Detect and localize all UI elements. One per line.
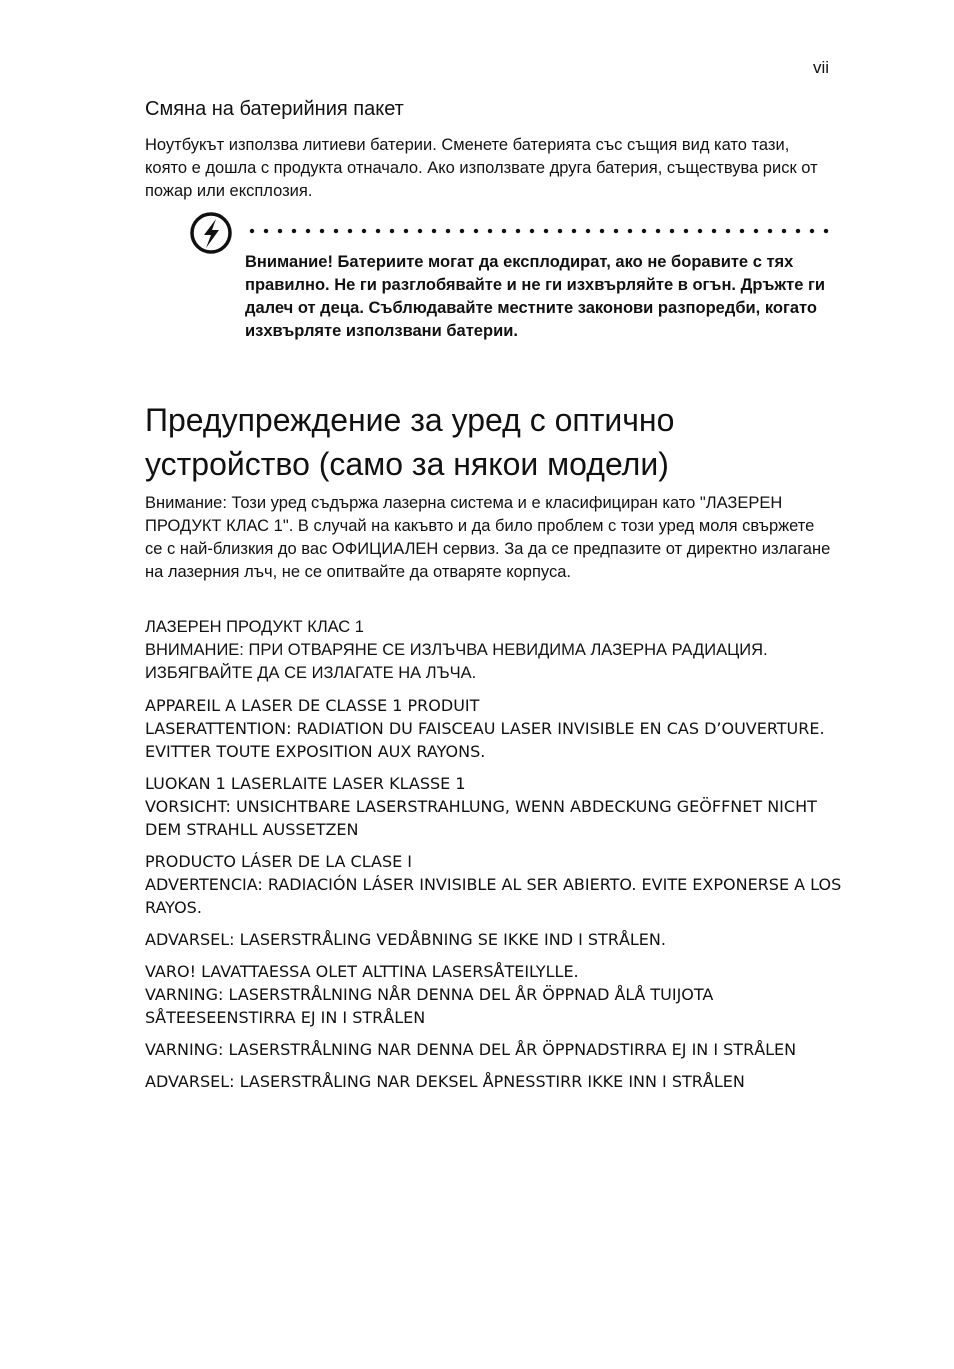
label-line: ADVARSEL: LASERSTRÅLING VEDÅBNING SE IKKE IND I STRÅLEN.	[145, 930, 666, 949]
laser-label-bg	[145, 616, 845, 685]
laser-label-no	[145, 1070, 845, 1093]
laser-label-fr	[145, 694, 845, 763]
laser-label-es	[145, 850, 845, 919]
label-line: VORSICHT: UNSICHTBARE LASERSTRAHLUNG, WENN ABDECKUNG GEÖFFNET NICHT DEM STRAHLL AUSSETZEN	[145, 797, 817, 839]
battery-warning-text: Внимание! Батериите могат да експлодират, ако не боравите с тях правилно. Не ги разглобявайте и не ги изхвърляйте в огън. Дръжте ги далеч от деца. Съблюдавайте местните законови разпоредби, когато изхвърляте използвани батерии.	[245, 253, 825, 340]
laser-label-da	[145, 928, 845, 951]
laser-label-de	[145, 772, 845, 841]
label-line: VARNING: LASERSTRÅLNING NAR DENNA DEL ÅR ÖPPNADSTIRRA EJ IN I STRÅLEN	[145, 1040, 797, 1059]
label-line: ЛАЗЕРЕН ПРОДУКТ КЛАС 1	[145, 618, 364, 636]
page-number: vii	[812, 58, 829, 77]
label-line: PRODUCTO LÁSER DE LA CLASE I	[145, 852, 413, 871]
laser-labels	[145, 616, 845, 1102]
label-line: VARNING: LASERSTRÅLNING NÅR DENNA DEL ÅR ÖPPNAD ÅLÅ TUIJOTA SÅTEESEENSTIRRA EJ IN I STRÅLEN	[145, 985, 714, 1027]
laser-label-fi-sv	[145, 960, 845, 1029]
label-line: ADVERTENCIA: RADIACIÓN LÁSER INVISIBLE AL SER ABIERTO. EVITE EXPONERSE A LOS RAYOS.	[145, 875, 842, 917]
optical-heading: Предупреждение за уред с оптично устройство (само за някои модели)	[145, 402, 675, 482]
label-line: ADVARSEL: LASERSTRÅLING NAR DEKSEL ÅPNESSTIRR IKKE INN I STRÅLEN	[145, 1072, 745, 1091]
laser-label-sv	[145, 1038, 845, 1061]
warning-lightning-icon	[188, 210, 234, 256]
label-line: APPAREIL A LASER DE CLASSE 1 PRODUIT	[145, 696, 480, 715]
label-line: LASERATTENTION: RADIATION DU FAISCEAU LASER INVISIBLE EN CAS D’OUVERTURE. EVITTER TOUTE EXPOSITION AUX RAYONS.	[145, 719, 825, 761]
battery-paragraph: Ноутбукът използва литиеви батерии. Сменете батерията със същия вид като тази, която е дошла с продукта отначало. Ако използвате друга батерия, съществува риск от пожар или експлозия.	[145, 136, 818, 200]
label-line: LUOKAN 1 LASERLAITE LASER KLASSE 1	[145, 774, 466, 793]
warning-divider	[245, 228, 833, 234]
optical-paragraph: Внимание: Този уред съдържа лазерна система и е класифициран като "ЛАЗЕРЕН ПРОДУКТ КЛАС 1". В случай на какъвто и да било проблем с този уред моля свържете се с най-близкия до вас ОФИЦИАЛЕН сервиз. За да се предпазите от директно излагане на лазерния лъч, не се опитвайте да отваряте корпуса.	[145, 494, 831, 581]
label-line: VARO! LAVATTAESSA OLET ALTTINA LASERSÅTEILYLLE.	[145, 962, 579, 981]
section-title-battery: Смяна на батерийния пакет	[145, 98, 404, 120]
label-line: ВНИМАНИЕ: ПРИ ОТВАРЯНЕ СЕ ИЗЛЪЧВА НЕВИДИМА ЛАЗЕРНА РАДИАЦИЯ. ИЗБЯГВАЙТЕ ДА СЕ ИЗЛАГАТЕ НА ЛЪЧА.	[145, 641, 768, 682]
